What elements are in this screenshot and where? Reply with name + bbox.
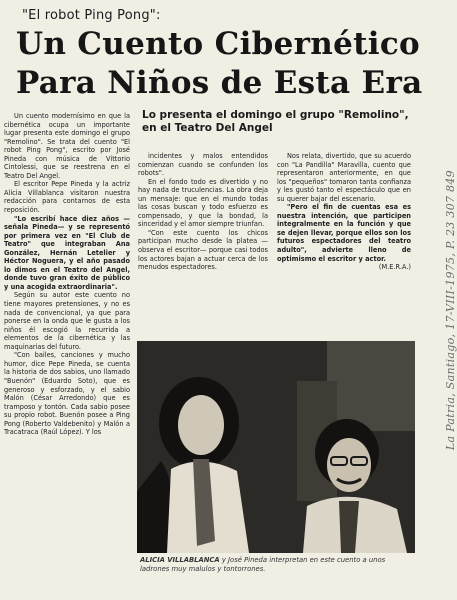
kicker: "El robot Ping Pong": (22, 8, 161, 23)
paragraph: Según su autor este cuento no tiene mayores pretensiones, y no es nada de convencional, ya que para ponerse en la onda que le gusta a los niños él escogió la recurrida a elementos de la cibernética y las maquinarias del futuro. (4, 291, 130, 351)
handwritten-source-note: La Patria, Santiago, 17-VIII-1975, P. 23 307 849 (444, 170, 457, 451)
headline-line-1: Un Cuento Cibernético (16, 26, 421, 62)
article-column-3 (277, 152, 411, 338)
paragraph: "Pero el fin de cuentas esa es nuestra intención, que participen integralmente en la función y que se dejen llevar, porque ellos son los futuros espectadores del teatro adulto", advierte lleno de optimismo el escritor y actor. (277, 203, 411, 263)
caption-names: ALICIA VILLABLANCA (140, 556, 220, 564)
paragraph: El escritor Pepe Pineda y la actriz Alicia Villablanca visitaron nuestra redacción para contarnos de esta reposición. (4, 180, 130, 215)
headline-line-2: Para Niños de Esta Era (16, 65, 423, 101)
caption-text: y José Pineda interpretan en este cuento a unos ladrones muy malulos y tontorrones. (140, 556, 386, 573)
paragraph: "Lo escribí hace diez años —señala Pineda— y se representó por primera vez en "El Club de Teatro" que integraban Ana González, Hernán Letelier y Héctor Noguera, y el año pasado lo dimos en el Teatro del Angel, donde tuvo gran éxito de público y una acogida extraordinaria". (4, 214, 130, 291)
article-column-2 (138, 152, 268, 338)
paragraph: Un cuento modernísimo en que la cibernética ocupa un importante lugar presenta este domingo el grupo "Remolino". Se trata del cuento "El robot Ping Pong", escrito por José Pineda con música de Vittorio Cintolessi, que se reestrena en el Teatro Del Angel. (4, 112, 130, 180)
paragraph: "Con bailes, canciones y mucho humor, dice Pepe Pineda, se cuenta la historia de dos sabios, uno llamado "Buenón" (Eduardo Soto), que es generoso y esforzado, y el sabio Malón (César Arredondo) que es tramposo y tontón. Cada sabio posee su propio robot. Buenón posee a Ping Pong (Roberto Valdebenito) y Malón a Tracatraca (Raúl López). Y los (4, 351, 130, 437)
paragraph: En el fondo todo es divertido y no hay nada de truculencias. La obra deja un mensaje: que en el mundo todas las cosas buscan y todo esfuerzo es compensado, y que la bondad, la sinceridad y el amor siempre triunfan. (138, 177, 268, 229)
paragraph: incidentes y malos entendidos comienzan cuando se confunden los robots". (138, 152, 268, 178)
photo-caption (140, 556, 414, 574)
photo (137, 341, 415, 553)
paragraph: "Con este cuento los chicos participan mucho desde la platea —observa el escritor— porque casi todos los actores bajan a actuar cerca de los menudos espectadores. (138, 228, 268, 272)
paragraph: Nos relata, divertido, que su acuerdo con "La Pandilla" Maravilla, cuento que representaron anteriormente, en que los "pequeños" tomaron tanta confianza y les gustó tanto el espectáculo que en su querer bajar del escenario. (277, 152, 411, 203)
article-column-1 (4, 112, 130, 590)
subheadline: Lo presenta el domingo el grupo "Remolino", en el Teatro Del Angel (142, 109, 409, 134)
byline-signature: (M.E.R.A.) (378, 263, 411, 272)
